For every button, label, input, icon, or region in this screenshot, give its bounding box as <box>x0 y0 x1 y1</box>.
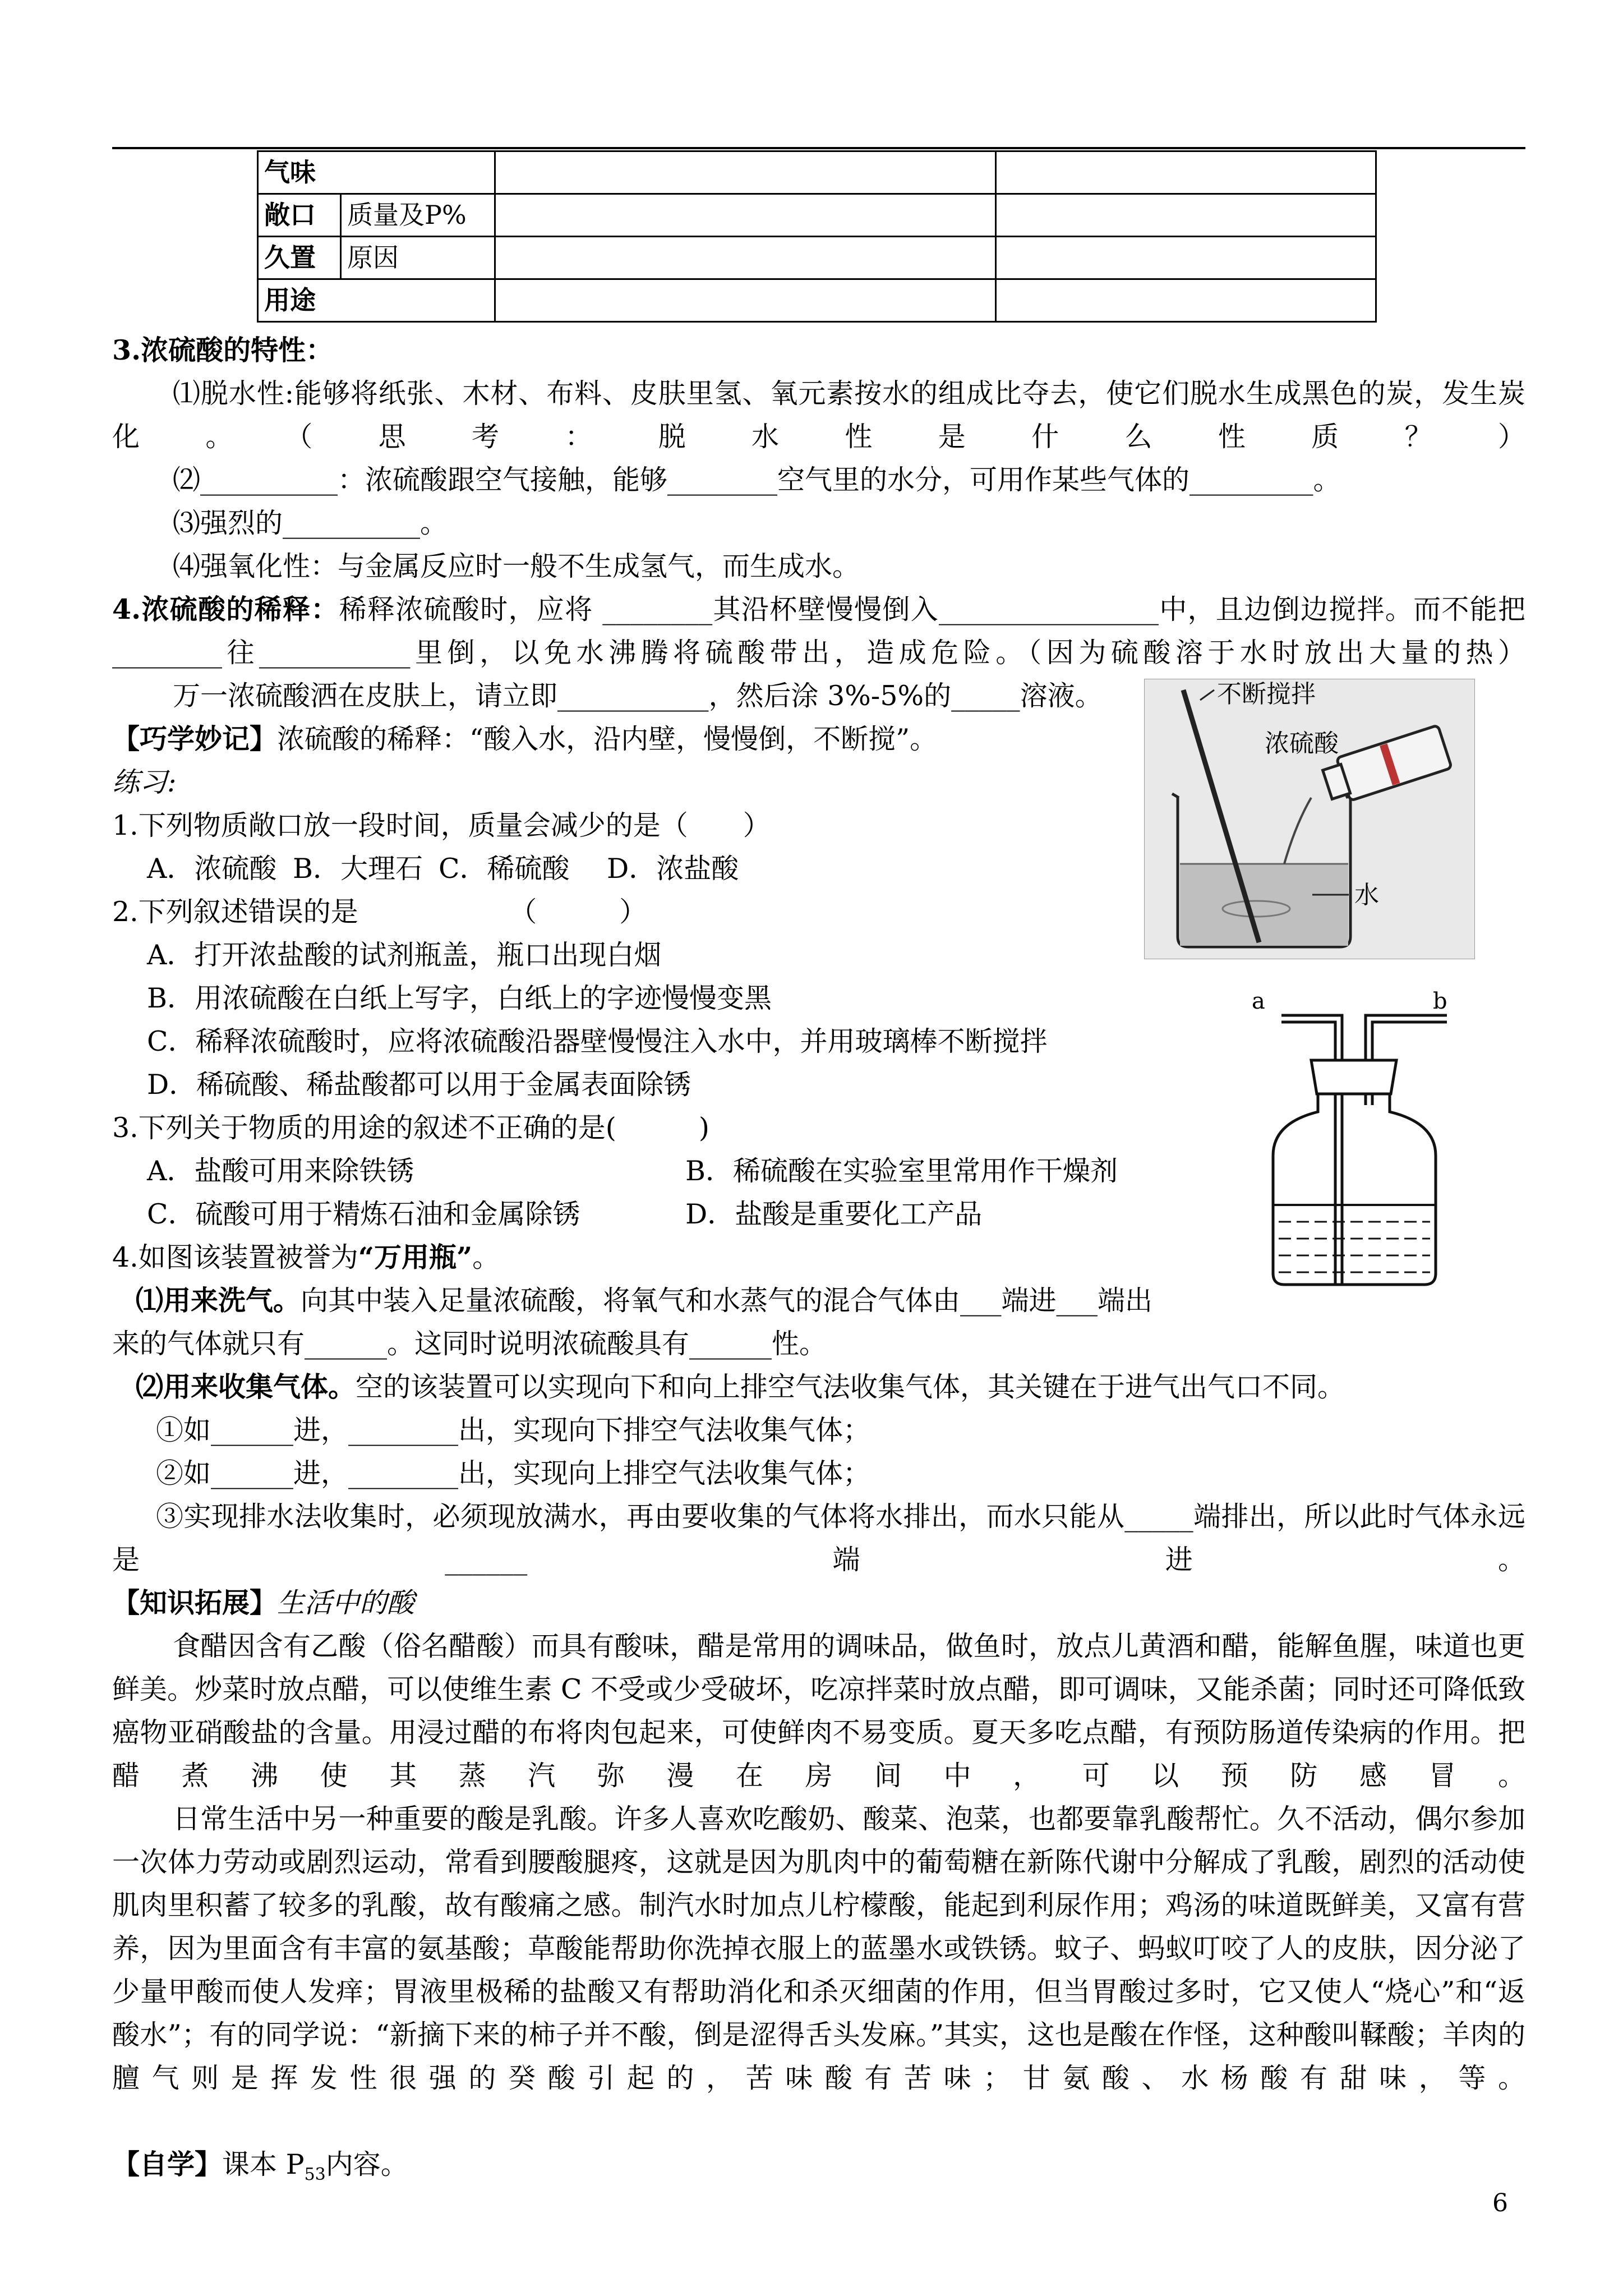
paragraph: ①如______进，________出，实现向下排空气法收集气体； <box>156 1414 871 1446</box>
table-cell <box>996 237 1376 279</box>
properties-table <box>257 150 1377 323</box>
paragraph: 食醋因含有乙酸（俗名醋酸）而具有酸味，醋是常用的调味品，做鱼时，放点儿黄酒和醋，能解鱼腥，味道也更鲜美。炒菜时放点醋，可以使维生素 C 不受或少受破坏，吃凉拌菜时放点醋，即可调味，又能杀菌；同时还可降低致癌物亚硝酸盐的含量。用浸过醋的布将肉包起来，可使鲜肉不易变质。夏天多吃点醋，有预防肠道传染病的作用。把醋煮沸使其蒸汽弥漫在房间中，可以预防感冒。 <box>112 1630 1525 1792</box>
practice-label: 练习: <box>112 766 177 798</box>
row-label: 气味 <box>258 151 495 194</box>
table-cell <box>495 151 996 194</box>
table-cell <box>996 194 1376 237</box>
section-heading: 3.浓硫酸的特性： <box>112 334 334 366</box>
question-stem: 2.下列叙述错误的是 （ ） <box>112 896 647 928</box>
page-number: 6 <box>1492 2189 1508 2217</box>
self-study <box>112 2143 1525 2186</box>
expand-title: 生活中的酸 <box>277 1587 415 1619</box>
table-row <box>258 151 1376 194</box>
paragraph: ⑴脱水性:能够将纸张、木材、布料、皮肤里氢、氧元素按水的组成比夺去，使它们脱水生成黑色的炭，发生炭化。（思考：脱水性是什么性质？） <box>112 378 1525 453</box>
stem-emphasis: “万用瓶” <box>358 1241 473 1273</box>
row-sublabel: 原因 <box>341 237 495 279</box>
subheading: ⑵用来收集气体。 <box>136 1370 356 1403</box>
option: A．打开浓盐酸的试剂瓶盖，瓶口出现白烟 <box>147 939 662 971</box>
option: C．稀释浓硫酸时，应将浓硫酸沿器壁慢慢注入水中，并用玻璃棒不断搅拌 <box>147 1025 1048 1057</box>
paragraph: 来的气体就只有______。这同时说明浓硫酸具有______性。 <box>112 1328 827 1360</box>
row-sublabel: 质量及P% <box>341 194 495 237</box>
stem-text: 4.如图该装置被誉为 <box>112 1241 358 1273</box>
gas-bottle-figure <box>1251 982 1486 1296</box>
tip-label: 【巧学妙记】 <box>112 723 278 755</box>
option: D．稀硫酸、稀盐酸都可以用于金属表面除锈 <box>147 1069 691 1101</box>
option: D．盐酸是重要化工产品 <box>685 1198 983 1230</box>
subheading: ⑴用来洗气。 <box>136 1284 301 1317</box>
table-cell <box>495 194 996 237</box>
table-row <box>258 194 1376 237</box>
paragraph: ⑷强氧化性：与金属反应时一般不生成氢气，而生成水。 <box>173 550 860 582</box>
question-stem: 3.下列关于物质的用途的叙述不正确的是( ) <box>112 1112 709 1144</box>
figure-label: 不断搅拌 <box>1217 680 1316 708</box>
option: A．盐酸可用来除铁锈 <box>147 1155 414 1187</box>
paragraph: ⑶强烈的__________。 <box>173 507 448 539</box>
self-study-text: 内容。 <box>325 2148 408 2180</box>
tip-text: 浓硫酸的稀释：“酸入水，沿内壁，慢慢倒，不断搅”。 <box>277 723 938 755</box>
paragraph <box>112 1365 1525 1409</box>
expand-label: 【知识拓展】 <box>112 1586 278 1619</box>
paragraph: ③实现排水法收集时，必须现放满水，再由要收集的气体将水排出，而水只能从_____端排出，所以此时气体永远是______端进。 <box>112 1501 1525 1576</box>
table-row <box>258 279 1376 322</box>
row-label: 敞口 <box>258 194 341 237</box>
option: B．稀硫酸在实验室里常用作干燥剂 <box>685 1155 1118 1187</box>
dilution-figure <box>1144 679 1475 959</box>
paragraph: 万一浓硫酸洒在皮肤上，请立即___________，然后涂 3%-5%的_____溶液。 <box>173 680 1103 712</box>
table-cell <box>996 279 1376 322</box>
stem-text: 。 <box>472 1241 500 1273</box>
paragraph <box>112 588 1525 674</box>
figure-label: 水 <box>1354 881 1379 909</box>
table-cell <box>996 151 1376 194</box>
paragraph: ⑵__________：浓硫酸跟空气接触，能够________空气里的水分，可用作某些气体的_________。 <box>173 464 1341 496</box>
table-cell <box>495 237 996 279</box>
self-study-label: 【自学】 <box>112 2148 223 2180</box>
table-row <box>258 237 1376 279</box>
section-heading <box>112 1581 1525 1625</box>
self-study-text: 课本 P <box>222 2148 305 2180</box>
figure-label: 浓硫酸 <box>1265 729 1339 758</box>
paragraph-text: 稀释浓硫酸时，应将 ________其沿杯壁慢慢倒入________________中，且边倒边搅拌。而不能把________往___________里倒，以免水沸腾将硫酸带出，造成危险。（因为硫酸溶于水时放出大量的热） <box>112 593 1525 669</box>
row-label: 久置 <box>258 237 341 279</box>
question-stem: 1.下列物质敞口放一段时间，质量会减少的是（ ） <box>112 809 771 841</box>
option: C．稀硫酸 <box>439 853 570 885</box>
port-label-b: b <box>1433 988 1447 1014</box>
option: D．浓盐酸 <box>607 853 739 885</box>
header-rule <box>112 147 1525 149</box>
self-study-subscript: 53 <box>304 2164 326 2184</box>
option: B．大理石 <box>293 853 423 885</box>
paragraph-text: 空的该装置可以实现向下和向上排空气法收集气体，其关键在于进气出气口不同。 <box>356 1371 1345 1403</box>
row-label: 用途 <box>258 279 495 322</box>
paragraph: 日常生活中另一种重要的酸是乳酸。许多人喜欢吃酸奶、酸菜、泡菜，也都要靠乳酸帮忙。久不活动，偶尔参加一次体力劳动或剧烈运动，常看到腰酸腿疼，这就是因为肌肉中的葡萄糖在新陈代谢中分解成了乳酸，剧烈的活动使肌肉里积蓄了较多的乳酸，故有酸痛之感。制汽水时加点儿柠檬酸，能起到利尿作用；鸡汤的味道既鲜美，又富有营养，因为里面含有丰富的氨基酸；草酸能帮助你洗掉衣服上的蓝墨水或铁锈。蚊子、蚂蚁叮咬了人的皮肤，因分泌了少量甲酸而使人发痒；胃液里极稀的盐酸又有帮助消化和杀灭细菌的作用，但当胃酸过多时，它又使人“烧心”和“返酸水”；有的同学说：“新摘下来的柿子并不酸，倒是涩得舌头发麻。”其实，这也是酸在作怪，这种酸叫鞣酸；羊肉的膻气则是挥发性很强的癸酸引起的，苦味酸有苦味；甘氨酸、水杨酸有甜味，等。 <box>112 1803 1525 2094</box>
paragraph: ②如______进，________出，实现向上排空气法收集气体； <box>156 1457 871 1489</box>
paragraph-text: 向其中装入足量浓硫酸，将氧气和水蒸气的混合气体由___端进___端出 <box>301 1285 1153 1317</box>
table-cell <box>495 279 996 322</box>
option: C．硫酸可用于精炼石油和金属除锈 <box>147 1198 580 1230</box>
option: A．浓硫酸 <box>147 853 277 885</box>
port-label-a: a <box>1252 988 1265 1014</box>
section-heading: 4.浓硫酸的稀释： <box>112 593 339 625</box>
option: B．用浓硫酸在白纸上写字，白纸上的字迹慢慢变黑 <box>147 982 772 1014</box>
